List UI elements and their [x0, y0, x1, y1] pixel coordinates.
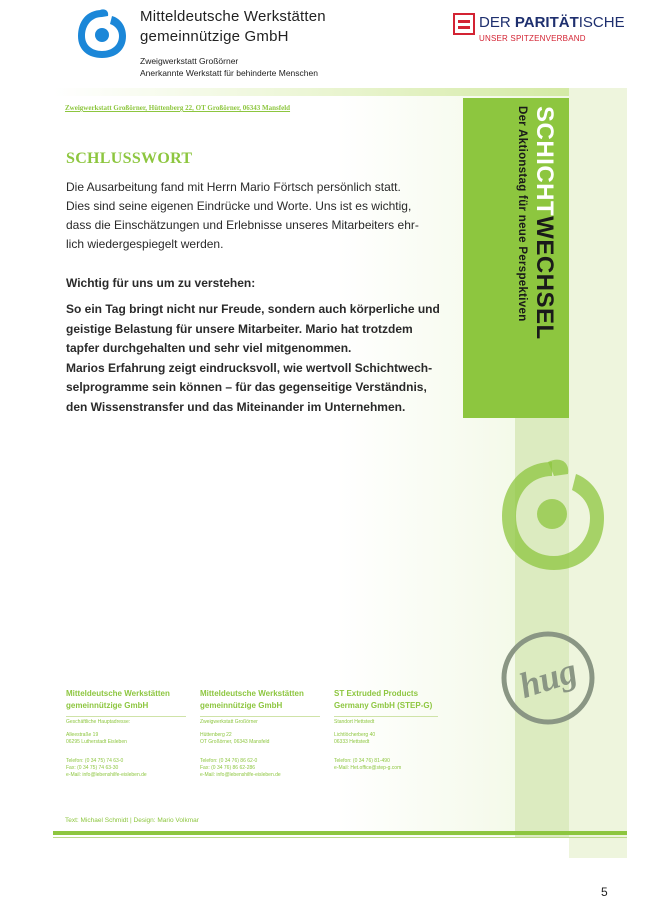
footer-address: 06333 Hettstedt — [334, 739, 370, 745]
footer-phone: Telefon: (0 34 75) 74 63-0 — [66, 758, 124, 764]
branch-name: Zweigwerkstatt Großörner — [140, 56, 239, 66]
footer-title: gemeinnützige GmbH — [66, 701, 149, 710]
footer-address: Lichtlöcherberg 40 — [334, 732, 376, 738]
footer-column-main-office — [66, 688, 186, 779]
footer-email: e-Mail: Het.office@step-g.com — [334, 765, 402, 771]
footer-address: 06295 Lutherstadt Eisleben — [66, 739, 127, 745]
paritaetische-logo — [453, 13, 625, 47]
schichtwechsel-title-part2: WECHSEL — [531, 216, 558, 340]
footer-phone: Telefon: (0 34 76) 86 62-0 — [200, 758, 258, 764]
paritaetische-tagline: UNSER SPITZENVERBAND — [479, 34, 586, 43]
bottom-divider-thin — [53, 837, 627, 838]
bold-line: So ein Tag bringt nicht nur Freude, sondern auch körperliche und — [66, 302, 440, 316]
paritaetische-mark-icon — [453, 13, 475, 35]
footer-title: Germany GmbH (STEP-G) — [334, 701, 433, 710]
bold-line: selprogramme sein können – für das gegenseitige Verständnis, — [66, 380, 427, 394]
intro-line: lich wiedergespiegelt werden. — [66, 237, 224, 251]
bold-line: geistige Belastung für unsere Mitarbeiter. Mario hat trotzdem — [66, 321, 413, 336]
paritaetische-prefix: DER — [479, 14, 515, 31]
footer-address: Hüttenberg 22 — [200, 732, 232, 738]
intro-line: Dies sind seine eigenen Eindrücke und Worte. Uns ist es wichtig, — [66, 199, 412, 213]
bold-line: den Wissenstransfer und das Miteinander im Unternehmen. — [66, 399, 406, 414]
footer-fax: Fax: (0 34 75) 74 63-30 — [66, 765, 119, 771]
lebenshilfe-logo-icon — [74, 6, 130, 62]
footer-email: e-Mail: info@lebenshilfe-eisleben.de — [66, 772, 147, 778]
intro-line: Die Ausarbeitung fand mit Herrn Mario Förtsch persönlich statt. — [66, 180, 401, 194]
bottom-divider — [53, 831, 627, 835]
bold-line: tapfer durchgehalten und sehr viel mitgenommen. — [66, 341, 352, 355]
credits-line: Text: Michael Schmidt | Design: Mario Volkmar — [65, 817, 199, 824]
footer-subtitle: Geschäftliche Hauptadresse: — [66, 716, 186, 726]
bold-paragraph — [66, 300, 446, 417]
frame-top-bar — [53, 88, 627, 96]
footer-title: gemeinnützige GmbH — [200, 701, 283, 710]
sender-address: Zweigwerkstatt Großörner, Hüttenberg 22, OT Großörner, 06343 Mansfeld — [65, 104, 291, 112]
organization-name-line2: gemeinnützige GmbH — [140, 28, 289, 45]
section-heading: SCHLUSSWORT — [66, 150, 193, 167]
schichtwechsel-subtitle: Der Aktionstag für neue Perspektiven — [516, 106, 528, 322]
hug-wordmark-text: hug — [514, 650, 582, 706]
subheading: Wichtig für uns um zu verstehen: — [66, 276, 256, 290]
footer-title: Mitteldeutsche Werkstätten — [66, 689, 170, 698]
footer-email: e-Mail: info@lebenshilfe-eisleben.de — [200, 772, 281, 778]
schichtwechsel-title — [530, 106, 558, 340]
bold-line: Marios Erfahrung zeigt eindrucksvoll, wie wertvoll Schichtwech- — [66, 360, 433, 375]
footer-phone: Telefon: (0 34 76) 81-490 — [334, 758, 390, 764]
hug-wordmark-logo — [498, 628, 598, 728]
footer-title: Mitteldeutsche Werkstätten — [200, 689, 304, 698]
paritaetische-suffix: ISCHE — [578, 14, 625, 31]
footer-fax: Fax: (0 34 76) 86 62-286 — [200, 765, 256, 771]
organization-name-line1: Mitteldeutsche Werkstätten — [140, 8, 326, 25]
intro-line: dass die Einschätzungen und Erlebnisse unseres Mitarbeiters ehr- — [66, 218, 419, 232]
schichtwechsel-vertical-banner — [500, 100, 580, 360]
page-number: 5 — [601, 885, 608, 899]
footer-column-branch — [200, 688, 320, 779]
footer-subtitle: Zweigwerkstatt Großörner — [200, 716, 320, 726]
recognition-text: Anerkannte Werkstatt für behinderte Menschen — [140, 68, 318, 78]
footer-address: Alleestraße 19 — [66, 732, 99, 738]
paritaetische-bold: PARITÄT — [514, 14, 579, 31]
paritaetische-wordmark — [479, 13, 625, 33]
footer-address: OT Großörner, 06343 Mansfeld — [200, 739, 270, 745]
schichtwechsel-title-part1: SCHICHT — [531, 106, 558, 217]
footer-subtitle: Standort Hettstedt — [334, 716, 438, 726]
intro-paragraph — [66, 178, 446, 254]
footer-title: ST Extruded Products — [334, 689, 419, 698]
organization-subtitle — [140, 55, 318, 79]
footer-column-partner — [334, 688, 438, 772]
lebenshilfe-spiral-icon — [492, 450, 612, 580]
organization-name — [140, 7, 326, 47]
